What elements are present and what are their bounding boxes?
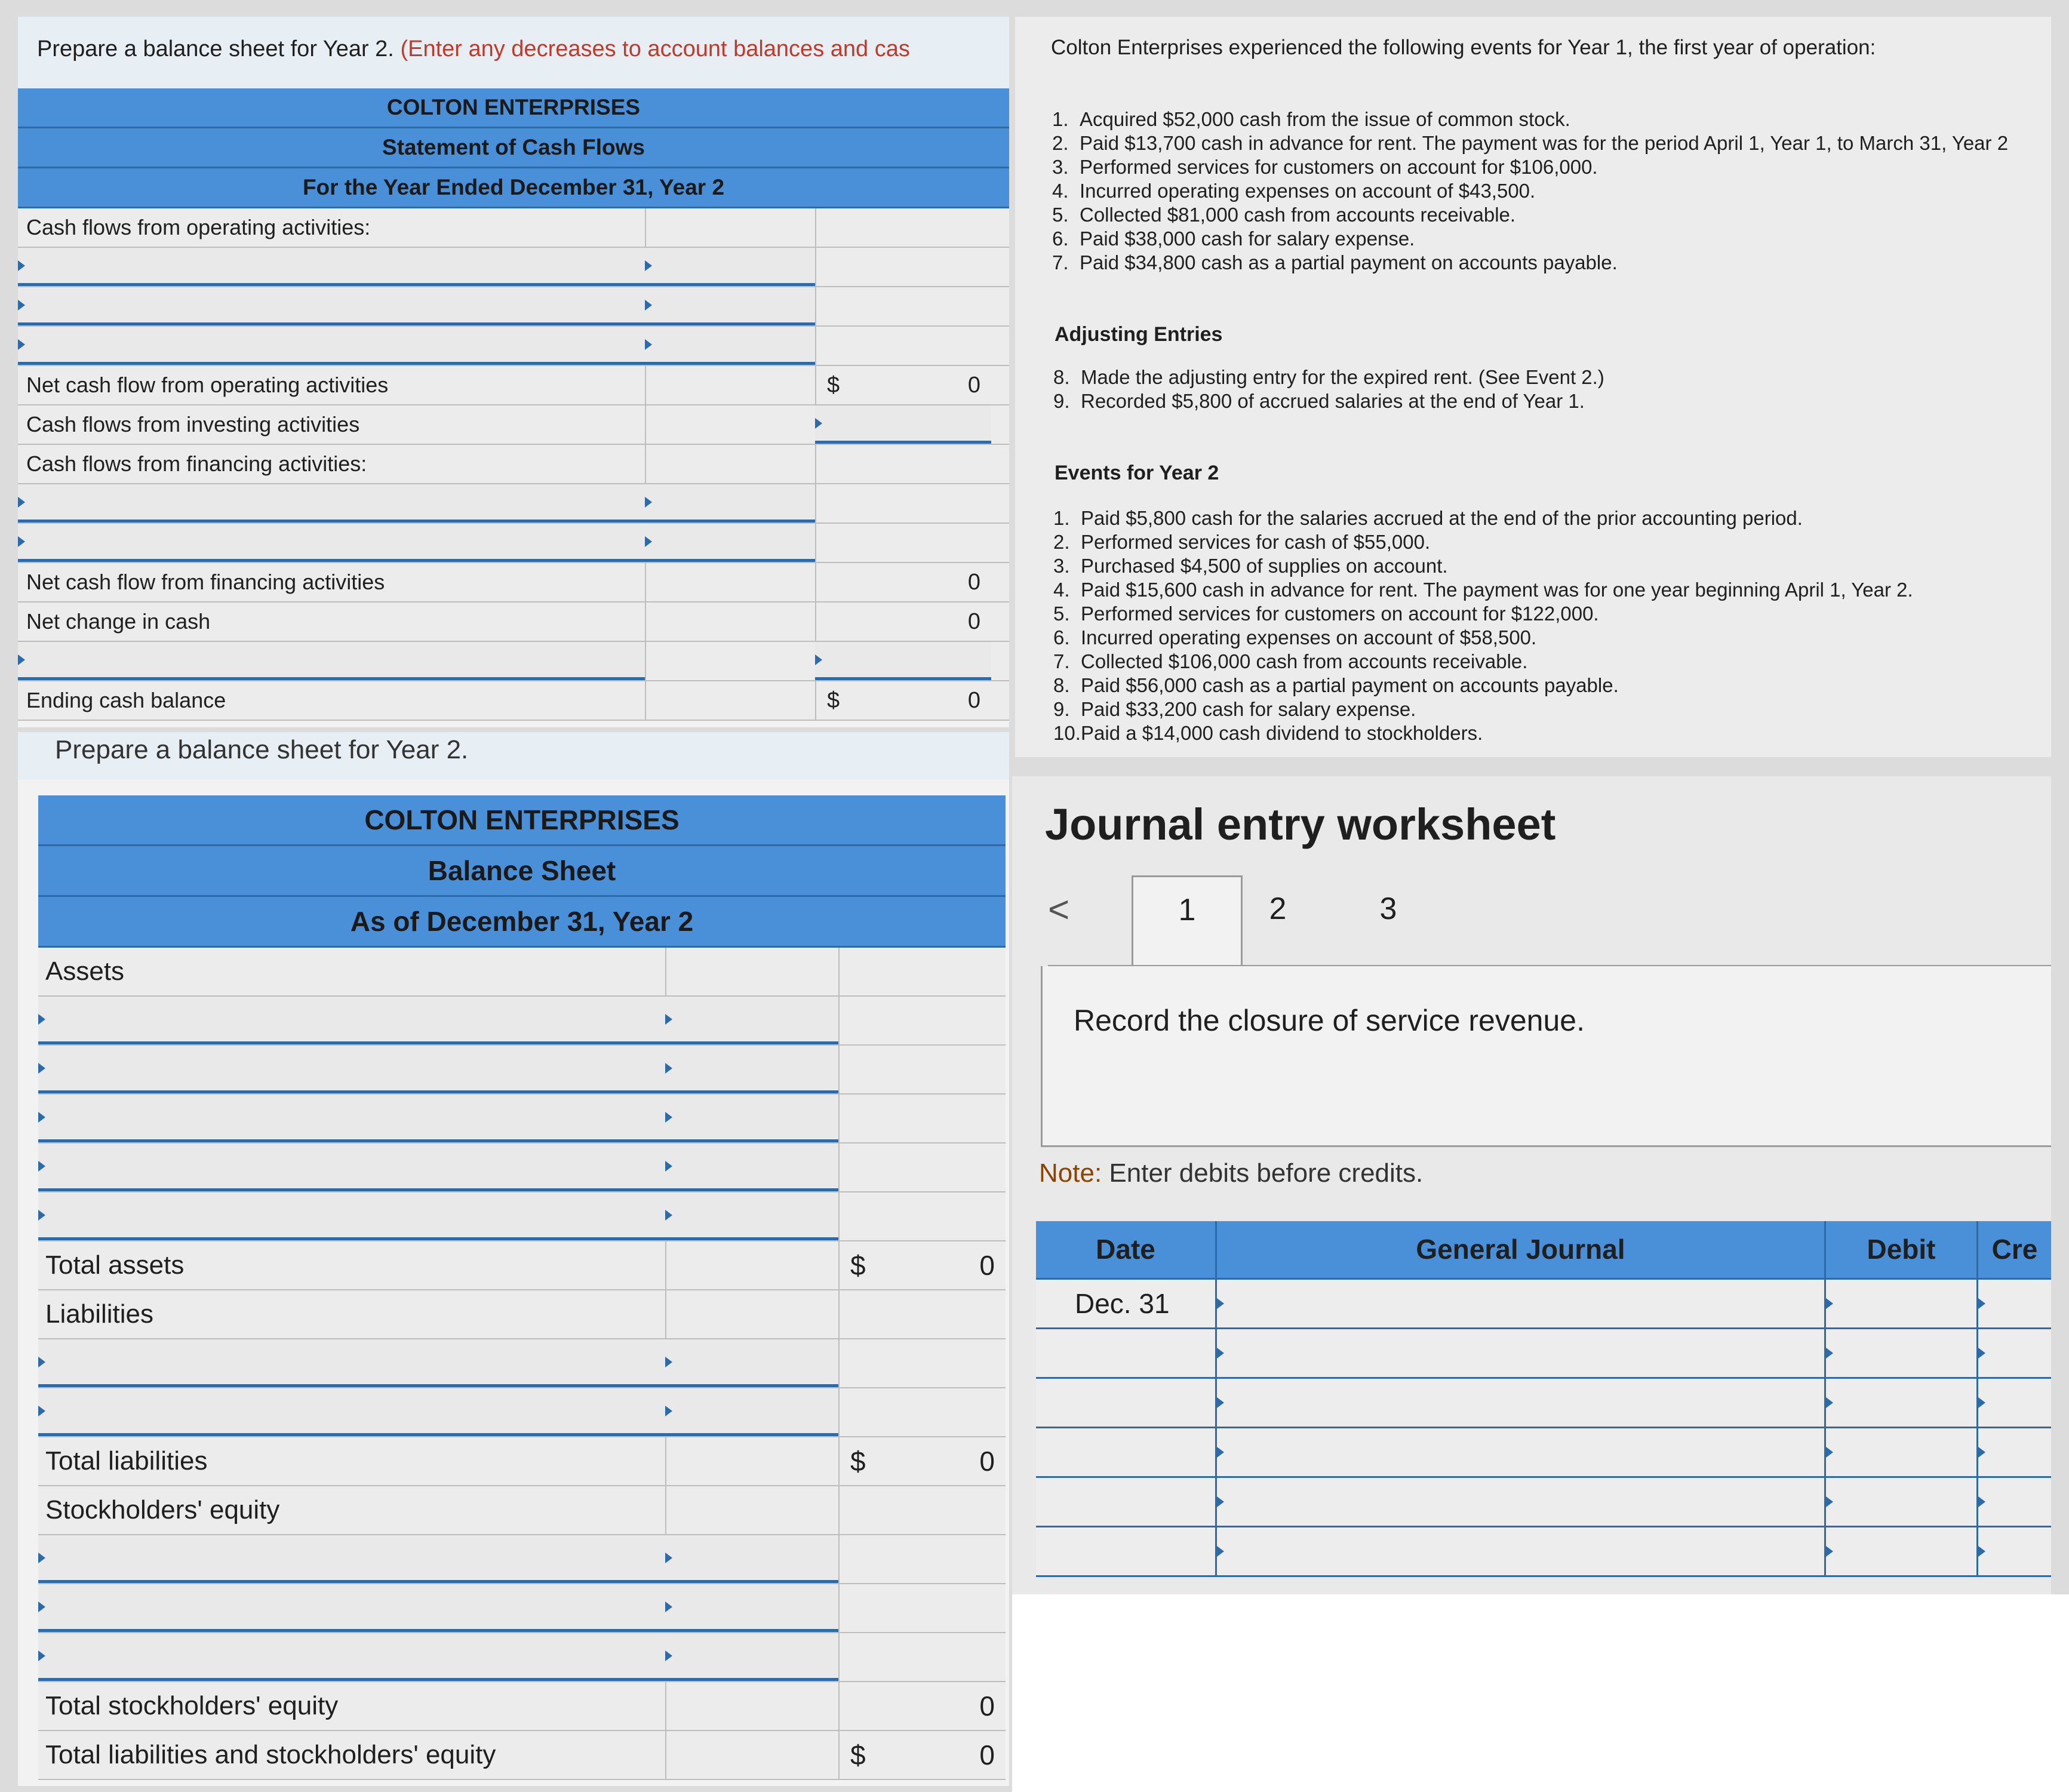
credit-input[interactable]: [1976, 1329, 2051, 1377]
event-number: 2.: [1052, 132, 1069, 154]
credit-input[interactable]: [1976, 1527, 2051, 1575]
dropdown-arrow-icon: [18, 339, 25, 350]
event-text: Collected $81,000 cash from accounts receivable.: [1080, 204, 1516, 226]
account-select[interactable]: [38, 1388, 665, 1436]
investing-header: Cash flows from investing activities: [26, 412, 360, 437]
dropdown-arrow-icon: [38, 1014, 45, 1025]
dropdown-arrow-icon: [1978, 1496, 1985, 1507]
total-le-row: [38, 1731, 1006, 1780]
dropdown-arrow-icon: [18, 497, 25, 508]
event-item: [1052, 155, 2008, 179]
note-label: Note:: [1039, 1158, 1102, 1188]
event-item: [1053, 365, 1604, 389]
debit-input[interactable]: [1824, 1280, 1976, 1327]
amount-input[interactable]: [665, 1144, 838, 1191]
liability-entry-row: [38, 1388, 1006, 1437]
event-number: 9.: [1053, 390, 1070, 412]
currency-symbol: $: [827, 687, 840, 713]
cash-flow-table: [18, 88, 1009, 721]
statement-title: Statement of Cash Flows: [18, 128, 1009, 168]
total-equity-row: [38, 1682, 1006, 1731]
amount-input[interactable]: [665, 1095, 838, 1142]
event-number: 6.: [1053, 626, 1070, 648]
asset-entry-row: [38, 1046, 1006, 1095]
dropdown-arrow-icon: [38, 1063, 45, 1074]
event-item: [1053, 650, 1913, 674]
statement-period: For the Year Ended December 31, Year 2: [18, 168, 1009, 208]
event-text: Purchased $4,500 of supplies on account.: [1081, 555, 1448, 577]
statement-title: Balance Sheet: [38, 846, 1006, 897]
equity-entry-row: [38, 1633, 1006, 1682]
credit-input[interactable]: [1976, 1478, 2051, 1526]
financing-entry-row: [18, 524, 1009, 563]
dropdown-arrow-icon: [38, 1553, 45, 1563]
date-cell: Dec. 31: [1075, 1288, 1170, 1319]
balance-sheet-panel: [18, 732, 1009, 1786]
cash-flow-panel: [18, 17, 1009, 727]
currency-symbol: $: [850, 1250, 866, 1281]
currency-symbol: $: [827, 372, 840, 398]
event-number: 10.: [1053, 722, 1081, 744]
event-text: Made the adjusting entry for the expired rent. (See Event 2.): [1081, 366, 1604, 388]
event-text: Performed services for cash of $55,000.: [1081, 531, 1431, 553]
event-number: 9.: [1053, 698, 1070, 720]
chevron-left-icon[interactable]: <: [1048, 889, 1070, 930]
financing-entry-row: [18, 484, 1009, 524]
dropdown-arrow-icon: [1978, 1546, 1985, 1557]
company-name: COLTON ENTERPRISES: [38, 795, 1006, 846]
journal-worksheet-panel: [1012, 776, 2051, 1594]
operating-entry-row: [18, 248, 1009, 287]
credit-input[interactable]: [1976, 1280, 2051, 1327]
equity-entry-row: [38, 1584, 1006, 1633]
dropdown-arrow-icon: [18, 536, 25, 547]
net-operating-label: Net cash flow from operating activities: [26, 373, 389, 397]
net-change-row: [18, 603, 1009, 642]
dropdown-arrow-icon: [1826, 1546, 1833, 1557]
amount-input[interactable]: [665, 1339, 838, 1387]
dropdown-arrow-icon: [665, 1553, 672, 1563]
year2-header: Events for Year 2: [1055, 462, 1219, 484]
debit-input[interactable]: [1824, 1478, 1976, 1526]
amount-input[interactable]: [665, 1535, 838, 1583]
instruction-parenthetical: (Enter any decreases to account balances and cas: [400, 36, 910, 62]
event-text: Paid $38,000 cash for salary expense.: [1080, 228, 1415, 250]
asset-entry-row: [38, 997, 1006, 1046]
operating-entry-row: [18, 287, 1009, 327]
event-text: Paid $13,700 cash in advance for rent. The payment was for the period April 1, Year 1, to March 31, Year 2: [1080, 132, 2009, 154]
dropdown-arrow-icon: [665, 1161, 672, 1172]
assets-header-row: [38, 948, 1006, 997]
event-text: Paid $33,200 cash for salary expense.: [1081, 698, 1416, 720]
net-financing-row: [18, 563, 1009, 603]
dropdown-arrow-icon: [665, 1014, 672, 1025]
currency-symbol: $: [850, 1446, 866, 1477]
dropdown-arrow-icon: [38, 1112, 45, 1123]
dropdown-arrow-icon: [645, 536, 652, 547]
event-item: [1052, 227, 2008, 251]
total-le-label: Total liabilities and stockholders' equity: [45, 1740, 496, 1769]
account-select[interactable]: [18, 248, 645, 286]
value: 0: [979, 1739, 995, 1771]
date-cell: [1036, 1478, 1215, 1526]
dropdown-arrow-icon: [645, 497, 652, 508]
event-text: Paid $34,800 cash as a partial payment on accounts payable.: [1080, 251, 1618, 273]
dropdown-arrow-icon: [1217, 1348, 1224, 1358]
date-cell: [1036, 1428, 1215, 1476]
event-number: 3.: [1053, 555, 1070, 577]
dropdown-arrow-icon: [645, 300, 652, 311]
dropdown-arrow-icon: [1826, 1348, 1833, 1358]
dropdown-arrow-icon: [665, 1602, 672, 1612]
event-item: [1053, 506, 1913, 530]
event-text: Incurred operating expenses on account of $43,500.: [1080, 180, 1536, 202]
asset-entry-row: [38, 1095, 1006, 1144]
year2-events-list: [1053, 506, 1913, 745]
event-number: 1.: [1052, 108, 1069, 130]
credit-input[interactable]: [1976, 1428, 2051, 1476]
dropdown-arrow-icon: [1826, 1496, 1833, 1507]
debit-input[interactable]: [1824, 1428, 1976, 1476]
instruction-main: Prepare a balance sheet for Year 2.: [37, 36, 394, 62]
journal-table: [1036, 1221, 2051, 1577]
event-number: 5.: [1053, 603, 1070, 625]
amount-input[interactable]: [645, 524, 815, 562]
dropdown-arrow-icon: [1978, 1397, 1985, 1408]
dropdown-arrow-icon: [665, 1210, 672, 1221]
event-text: Collected $106,000 cash from accounts receivable.: [1081, 650, 1528, 672]
journal-header-row: [1036, 1221, 2051, 1280]
dropdown-arrow-icon: [665, 1406, 672, 1416]
account-select[interactable]: [38, 1535, 665, 1583]
event-text: Paid $15,600 cash in advance for rent. The payment was for one year beginning April 1, Year 2.: [1081, 579, 1913, 601]
account-select[interactable]: [18, 287, 645, 325]
account-select[interactable]: [38, 1144, 665, 1191]
total-assets-value: [838, 1241, 1006, 1289]
dropdown-arrow-icon: [18, 654, 25, 665]
journal-rows: [1036, 1280, 2051, 1577]
blank-area: [1012, 1594, 2069, 1792]
event-item: [1053, 389, 1604, 413]
account-select[interactable]: [38, 997, 665, 1044]
account-select[interactable]: [38, 1095, 665, 1142]
tab-entry-2[interactable]: 2: [1269, 892, 1287, 926]
dropdown-arrow-icon: [1826, 1447, 1833, 1458]
amount-input[interactable]: [815, 642, 991, 680]
tab-entry-1[interactable]: 1: [1132, 875, 1243, 968]
liability-entry-row: [38, 1339, 1006, 1388]
company-name: COLTON ENTERPRISES: [18, 88, 1009, 128]
dropdown-arrow-icon: [38, 1650, 45, 1661]
account-select[interactable]: [1215, 1329, 1824, 1377]
dropdown-arrow-icon: [665, 1357, 672, 1367]
dropdown-arrow-icon: [1217, 1496, 1224, 1507]
account-select[interactable]: [38, 1046, 665, 1093]
event-number: 2.: [1053, 531, 1070, 553]
instruction-text: [18, 17, 1009, 88]
dropdown-arrow-icon: [1217, 1447, 1224, 1458]
year1-events-list: [1052, 107, 2008, 275]
account-select[interactable]: [18, 327, 645, 365]
event-text: Incurred operating expenses on account of $58,500.: [1081, 626, 1537, 648]
statement-period: As of December 31, Year 2: [38, 897, 1006, 948]
event-item: [1053, 530, 1913, 554]
dropdown-arrow-icon: [1217, 1298, 1224, 1309]
entry-tabs: [1048, 865, 2051, 966]
account-select[interactable]: [38, 1633, 665, 1681]
event-item: [1053, 626, 1913, 650]
ending-cash-value: [815, 681, 991, 720]
event-text: Paid $56,000 cash as a partial payment on accounts payable.: [1081, 674, 1619, 696]
dropdown-arrow-icon: [665, 1650, 672, 1661]
event-number: 7.: [1053, 650, 1070, 672]
amount-input[interactable]: [665, 1046, 838, 1093]
amount-input[interactable]: [665, 1584, 838, 1632]
event-text: Acquired $52,000 cash from the issue of common stock.: [1080, 108, 1570, 130]
event-text: Recorded $5,800 of accrued salaries at the end of Year 1.: [1081, 390, 1585, 412]
liabilities-header-row: [38, 1290, 1006, 1339]
journal-title: Journal entry worksheet: [1045, 800, 1556, 849]
account-select[interactable]: [1215, 1280, 1824, 1327]
journal-row: [1036, 1428, 2051, 1478]
events-intro: Colton Enterprises experienced the following events for Year 1, the first year of operation:: [1051, 36, 1876, 59]
event-text: Performed services for customers on account for $122,000.: [1081, 603, 1599, 625]
dropdown-arrow-icon: [38, 1210, 45, 1221]
date-cell: [1036, 1329, 1215, 1377]
debit-header: Debit: [1824, 1221, 1976, 1278]
dropdown-arrow-icon: [38, 1406, 45, 1416]
operating-header-row: [18, 208, 1009, 248]
amount-input[interactable]: [645, 484, 815, 522]
value: 0: [979, 1690, 995, 1722]
dropdown-arrow-icon: [38, 1357, 45, 1367]
amount-input[interactable]: [645, 248, 815, 286]
dropdown-arrow-icon: [38, 1602, 45, 1612]
account-select[interactable]: [38, 1192, 665, 1240]
dropdown-arrow-icon: [645, 339, 652, 350]
financing-header-row: [18, 445, 1009, 484]
event-text: Paid a $14,000 cash dividend to stockholders.: [1081, 722, 1483, 744]
event-item: [1052, 179, 2008, 203]
value: 0: [967, 372, 980, 398]
total-liabilities-row: [38, 1437, 1006, 1486]
dropdown-arrow-icon: [1826, 1397, 1833, 1408]
date-header: Date: [1096, 1234, 1155, 1265]
instruction-text: Prepare a balance sheet for Year 2.: [18, 732, 1009, 780]
general-journal-header: General Journal: [1215, 1221, 1824, 1278]
dropdown-arrow-icon: [18, 260, 25, 271]
investing-amount-input[interactable]: [815, 405, 991, 444]
net-change-label: Net change in cash: [26, 609, 211, 634]
account-select[interactable]: [18, 524, 645, 562]
dropdown-arrow-icon: [18, 300, 25, 311]
account-select[interactable]: [38, 1339, 665, 1387]
adjusting-header: Adjusting Entries: [1055, 323, 1223, 346]
account-select[interactable]: [1215, 1478, 1824, 1526]
event-item: [1053, 721, 1913, 745]
event-number: 1.: [1053, 507, 1070, 529]
dropdown-arrow-icon: [1217, 1397, 1224, 1408]
dropdown-arrow-icon: [815, 654, 822, 665]
account-select[interactable]: [1215, 1428, 1824, 1476]
note-text: Enter debits before credits.: [1109, 1158, 1424, 1188]
beginning-cash-row: [18, 642, 1009, 681]
total-liabilities-label: Total liabilities: [45, 1446, 208, 1476]
amount-input[interactable]: [665, 1633, 838, 1681]
adjusting-list: [1053, 365, 1604, 413]
total-assets-label: Total assets: [45, 1250, 185, 1280]
event-number: 6.: [1052, 228, 1069, 250]
amount-input[interactable]: [665, 1388, 838, 1436]
account-select[interactable]: [1215, 1379, 1824, 1427]
asset-entry-row: [38, 1144, 1006, 1192]
account-select[interactable]: [18, 642, 645, 680]
dropdown-arrow-icon: [1826, 1298, 1833, 1309]
liabilities-header: Liabilities: [45, 1299, 153, 1329]
dropdown-arrow-icon: [665, 1112, 672, 1123]
prompt-box: [1041, 966, 2051, 1147]
net-operating-row: [18, 366, 1009, 405]
event-item: [1052, 107, 2008, 131]
balance-sheet-table: [38, 795, 1006, 1780]
dropdown-arrow-icon: [38, 1161, 45, 1172]
equity-entry-row: [38, 1535, 1006, 1584]
ending-cash-label: Ending cash balance: [26, 688, 226, 712]
currency-symbol: $: [850, 1739, 866, 1771]
dropdown-arrow-icon: [645, 260, 652, 271]
value: 0: [979, 1446, 995, 1477]
investing-row: [18, 405, 1009, 445]
debit-input[interactable]: [1824, 1379, 1976, 1427]
dropdown-arrow-icon: [1217, 1546, 1224, 1557]
journal-row: [1036, 1527, 2051, 1577]
event-item: [1053, 602, 1913, 626]
account-select[interactable]: [1215, 1527, 1824, 1575]
debit-input[interactable]: [1824, 1329, 1976, 1377]
total-assets-row: [38, 1241, 1006, 1290]
journal-row: [1036, 1280, 2051, 1329]
event-text: Performed services for customers on account for $106,000.: [1080, 156, 1598, 178]
event-number: 3.: [1052, 156, 1069, 178]
journal-row: [1036, 1478, 2051, 1527]
total-le-value: [838, 1731, 1006, 1779]
equity-header: Stockholders' equity: [45, 1495, 280, 1524]
journal-row: [1036, 1329, 2051, 1379]
event-number: 8.: [1053, 366, 1070, 388]
value: 0: [967, 687, 980, 713]
total-equity-label: Total stockholders' equity: [45, 1691, 339, 1720]
debit-input[interactable]: [1824, 1527, 1976, 1575]
dropdown-arrow-icon: [665, 1063, 672, 1074]
amount-input[interactable]: [665, 997, 838, 1044]
ending-cash-row: [18, 681, 1009, 721]
event-text: Paid $5,800 cash for the salaries accrued at the end of the prior accounting period.: [1081, 507, 1803, 529]
value: 0: [967, 608, 980, 634]
dropdown-arrow-icon: [1978, 1447, 1985, 1458]
tab-entry-3[interactable]: 3: [1379, 892, 1397, 926]
financing-header: Cash flows from financing activities:: [26, 451, 367, 476]
dropdown-arrow-icon: [815, 418, 822, 429]
event-number: 8.: [1053, 674, 1070, 696]
event-item: [1052, 131, 2008, 155]
journal-row: [1036, 1379, 2051, 1428]
assets-header: Assets: [45, 957, 125, 986]
account-select[interactable]: [38, 1584, 665, 1632]
net-operating-value: [815, 366, 991, 404]
credit-header: Cre: [1976, 1221, 2051, 1278]
dropdown-arrow-icon: [1978, 1348, 1985, 1358]
amount-input[interactable]: [645, 287, 815, 325]
equity-header-row: [38, 1486, 1006, 1535]
journal-note: [1039, 1158, 1423, 1188]
event-item: [1053, 697, 1913, 721]
events-panel: [1015, 17, 2051, 757]
net-change-value: [815, 603, 991, 641]
journal-prompt: Record the closure of service revenue.: [1074, 1004, 1585, 1037]
net-financing-value: [815, 563, 991, 601]
event-number: 4.: [1053, 579, 1070, 601]
event-item: [1052, 251, 2008, 275]
total-liabilities-value: [838, 1437, 1006, 1485]
event-item: [1053, 554, 1913, 578]
total-equity-value: [838, 1682, 1006, 1730]
event-number: 7.: [1052, 251, 1069, 273]
credit-input[interactable]: [1976, 1379, 2051, 1427]
value: 0: [967, 569, 980, 595]
event-item: [1052, 203, 2008, 227]
account-select[interactable]: [18, 484, 645, 522]
date-cell: [1036, 1379, 1215, 1427]
event-item: [1053, 578, 1913, 602]
operating-entry-row: [18, 327, 1009, 366]
amount-input[interactable]: [665, 1192, 838, 1240]
event-number: 4.: [1052, 180, 1069, 202]
net-financing-label: Net cash flow from financing activities: [26, 570, 385, 594]
value: 0: [979, 1250, 995, 1281]
dropdown-arrow-icon: [1978, 1298, 1985, 1309]
operating-header: Cash flows from operating activities:: [26, 215, 371, 239]
event-number: 5.: [1052, 204, 1069, 226]
event-item: [1053, 674, 1913, 697]
date-cell: [1036, 1527, 1215, 1575]
asset-entry-row: [38, 1192, 1006, 1241]
amount-input[interactable]: [645, 327, 815, 365]
